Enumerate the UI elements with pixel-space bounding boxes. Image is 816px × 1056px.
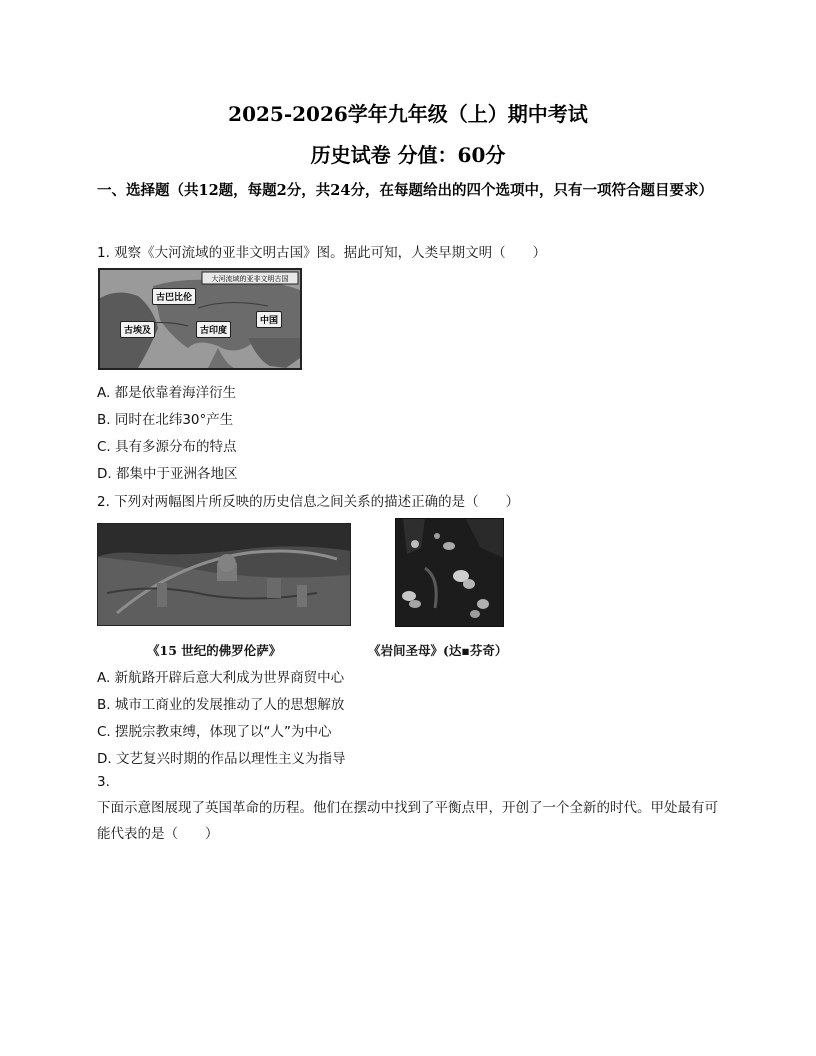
exam-subtitle: 历史试卷 分值：60分 [310, 143, 506, 167]
map-label-egypt: 古埃及 [120, 321, 155, 338]
question-3-number: 3. [97, 774, 110, 790]
map-label-china: 中国 [256, 311, 282, 328]
question-2-option-b: B. 城市工商业的发展推动了人的思想解放 [97, 697, 345, 713]
florence-caption: 《15 世纪的佛罗伦萨》 [147, 643, 282, 658]
virgin-of-the-rocks-image [395, 518, 504, 627]
florence-image [97, 523, 351, 626]
question-1-option-d: D. 都集中于亚洲各地区 [97, 466, 238, 482]
section-heading: 一、选择题（共12题，每题2分，共24分，在每题给出的四个选项中，只有一项符合题目要求） [97, 182, 713, 199]
map-title-text: 大河流域的亚非文明古国 [211, 275, 289, 283]
painting-caption: 《岩间圣母》(达▪芬奇） [368, 643, 508, 658]
question-2-option-d: D. 文艺复兴时期的作品以理性主义为指导 [97, 751, 346, 767]
question-3-stem: 下面示意图展现了英国革命的历程。他们在摆动中找到了平衡点甲，开创了一个全新的时代。甲处最有可能代表的是（ ） [97, 800, 718, 842]
question-1-option-b: B. 同时在北纬30°产生 [97, 412, 234, 428]
map-label-babylon: 古巴比伦 [152, 288, 196, 305]
question-1-map-image [98, 268, 302, 370]
question-2-option-c: C. 摆脱宗教束缚，体现了以“人”为中心 [97, 724, 332, 740]
exam-title: 2025-2026学年九年级（上）期中考试 [228, 102, 588, 126]
question-2-option-a: A. 新航路开辟后意大利成为世界商贸中心 [97, 670, 345, 686]
question-1-stem: 1. 观察《大河流域的亚非文明古国》图。据此可知，人类早期文明（ ） [97, 245, 547, 261]
painting-figure [395, 518, 504, 627]
florence-cityscape-figure [97, 523, 351, 626]
map-label-india: 古印度 [196, 321, 231, 338]
question-1-option-a: A. 都是依靠着海洋衍生 [97, 385, 237, 401]
question-2-stem: 2. 下列对两幅图片所反映的历史信息之间关系的描述正确的是（ ） [97, 494, 520, 510]
question-1-option-c: C. 具有多源分布的特点 [97, 439, 237, 455]
